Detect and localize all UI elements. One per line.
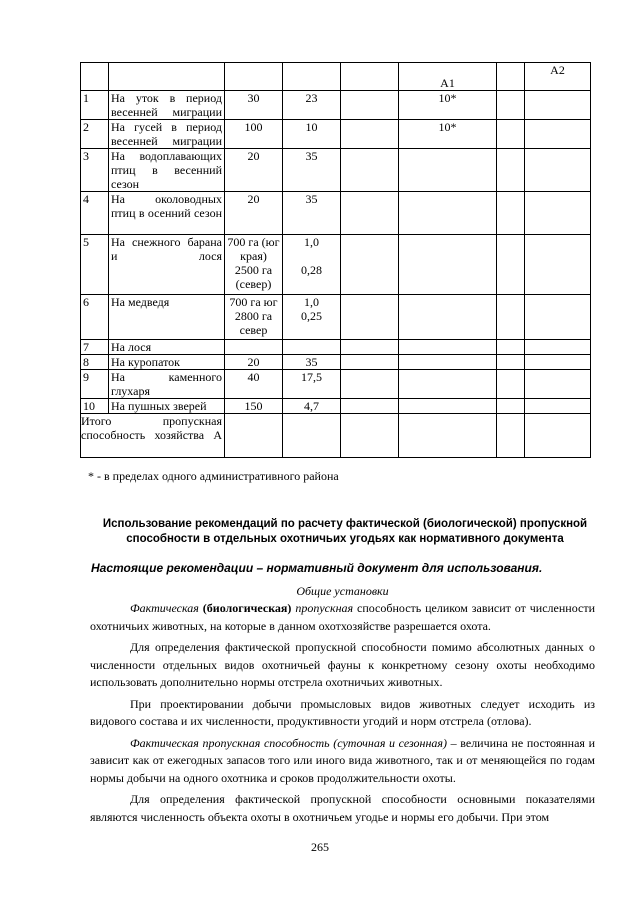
cell-v1: 100 <box>225 120 283 149</box>
cell-v2: 4,7 <box>283 399 341 414</box>
cell-empty <box>525 355 591 370</box>
header-cell <box>225 63 283 91</box>
table-row <box>81 370 591 399</box>
cell-v2: 35 <box>283 355 341 370</box>
cell-v1-south: 700 га юг <box>229 295 278 309</box>
row-name: На снежного барана и лося <box>109 235 225 295</box>
cell-empty <box>399 355 497 370</box>
cell-v4: 10* <box>399 91 497 120</box>
row-number: 1 <box>81 91 109 120</box>
header-a2: A2 <box>525 63 591 91</box>
table-row <box>81 295 591 340</box>
table-row <box>81 399 591 414</box>
paragraph <box>90 735 595 788</box>
cell-empty <box>341 120 399 149</box>
total-label: Итого пропускная способность хозяйства А <box>81 414 225 458</box>
row-name: На околоводных птиц в осенний сезон <box>109 192 225 235</box>
capacity-table <box>80 62 591 458</box>
cell-empty <box>525 149 591 192</box>
cell-empty <box>341 399 399 414</box>
cell-empty <box>525 399 591 414</box>
cell-empty <box>341 235 399 295</box>
cell-v1: 20 <box>225 192 283 235</box>
paragraph: При проектировании добычи промысловых видов животных следует исходить из видового состава и их численности, продуктивности угодий и норм отстрела (отлова). <box>90 696 595 728</box>
row-name: На гусей в период весенней миграции <box>109 120 225 149</box>
cell-v1: 150 <box>225 399 283 414</box>
cell-empty <box>399 340 497 355</box>
cell-v2 <box>283 235 341 295</box>
cell-empty <box>497 149 525 192</box>
row-name: На медведя <box>109 295 225 340</box>
p4-italic: Фактическая пропускная способность (суточная и сезонная) <box>130 735 447 750</box>
row-number: 4 <box>81 192 109 235</box>
cell-empty <box>525 340 591 355</box>
cell-v1 <box>225 340 283 355</box>
p1-italic-a: Фактическая <box>130 601 199 615</box>
cell-empty <box>525 414 591 458</box>
row-number: 3 <box>81 149 109 192</box>
p1-italic-c: пропускная <box>295 601 354 615</box>
cell-v2-south: 1,0 <box>304 295 319 309</box>
cell-empty <box>341 295 399 340</box>
table-row <box>81 340 591 355</box>
cell-v4 <box>399 149 497 192</box>
cell-v2: 17,5 <box>283 370 341 399</box>
cell-empty <box>525 192 591 235</box>
cell-empty <box>497 414 525 458</box>
table-row <box>81 192 591 235</box>
cell-v2-south: 1,0 <box>304 235 319 249</box>
p1-bold: (биологическая) <box>202 601 292 615</box>
cell-empty <box>497 192 525 235</box>
cell-v1-north: 2800 га север <box>234 309 273 337</box>
cell-empty <box>341 355 399 370</box>
cell-v4 <box>399 192 497 235</box>
cell-empty <box>497 399 525 414</box>
cell-v1 <box>225 295 283 340</box>
header-cell <box>341 63 399 91</box>
p4-rest: – величина не постоянная и зависит как от ежегодных запасов того или иного вида животного, так и от меняющейся по годам нормы добычи на одного охотника и сроков продолжительности охоты. <box>90 735 595 785</box>
cell-empty <box>341 340 399 355</box>
cell-empty <box>225 414 283 458</box>
header-cell <box>109 63 225 91</box>
cell-empty <box>341 414 399 458</box>
row-name: На куропаток <box>109 355 225 370</box>
row-number: 2 <box>81 120 109 149</box>
cell-v2: 35 <box>283 149 341 192</box>
header-cell <box>81 63 109 91</box>
row-number: 6 <box>81 295 109 340</box>
table-row <box>81 355 591 370</box>
cell-v4: 10* <box>399 120 497 149</box>
cell-v2: 10 <box>283 120 341 149</box>
row-name: На пушных зверей <box>109 399 225 414</box>
cell-v1: 40 <box>225 370 283 399</box>
cell-v2-north: 0,28 <box>301 263 322 277</box>
cell-empty <box>497 91 525 120</box>
cell-empty <box>341 370 399 399</box>
paragraph: Для определения фактической пропускной способности основными показателями являются численность объекта охоты в охотничьем угодье и нормы его добычи. При этом <box>90 792 595 824</box>
cell-empty <box>341 91 399 120</box>
cell-empty <box>497 370 525 399</box>
row-name: На уток в период весенней миграции <box>109 91 225 120</box>
cell-empty <box>341 192 399 235</box>
cell-empty <box>525 235 591 295</box>
cell-v2 <box>283 295 341 340</box>
cell-empty <box>497 235 525 295</box>
cell-empty <box>525 120 591 149</box>
row-name: На лося <box>109 340 225 355</box>
cell-empty <box>399 399 497 414</box>
cell-v1-north: 2500 га (север) <box>234 263 273 291</box>
row-number: 9 <box>81 370 109 399</box>
table-footnote: * - в пределах одного административного района <box>88 469 339 483</box>
table-row <box>81 120 591 149</box>
section-title: Использование рекомендаций по расчету фактической (биологической) пропускной способности в отдельных охотничьих угодьях как нормативного документа <box>102 518 588 545</box>
row-number: 5 <box>81 235 109 295</box>
table-row <box>81 91 591 120</box>
cell-empty <box>399 295 497 340</box>
row-number: 8 <box>81 355 109 370</box>
row-number: 10 <box>81 399 109 414</box>
cell-empty <box>399 235 497 295</box>
header-cell <box>497 63 525 91</box>
cell-v1: 20 <box>225 149 283 192</box>
cell-empty <box>497 295 525 340</box>
cell-empty <box>497 120 525 149</box>
header-a1: A1 <box>399 63 497 91</box>
subheading: Общие установки <box>296 584 389 598</box>
paragraph <box>90 600 595 635</box>
lead-line: Настоящие рекомендации – нормативный документ для использования. <box>91 561 543 575</box>
cell-v1: 20 <box>225 355 283 370</box>
cell-v2-north: 0,25 <box>301 309 322 323</box>
row-name: На каменного глухаря <box>109 370 225 399</box>
header-cell <box>283 63 341 91</box>
cell-v2: 23 <box>283 91 341 120</box>
body-text <box>90 600 595 826</box>
table-total-row <box>81 414 591 458</box>
p1-rest: способность целиком зависит от численности охотничьих животных, на которые в данном охотхозяйстве разрешается охота. <box>90 601 596 633</box>
cell-empty <box>341 149 399 192</box>
cell-v1: 30 <box>225 91 283 120</box>
cell-empty <box>497 355 525 370</box>
row-name: На водоплавающих птиц в весенний сезон <box>109 149 225 192</box>
cell-empty <box>399 414 497 458</box>
cell-v1-south: 700 га (юг края) <box>227 235 280 263</box>
cell-empty <box>283 414 341 458</box>
row-number: 7 <box>81 340 109 355</box>
cell-empty <box>525 295 591 340</box>
page-number: 265 <box>311 840 329 854</box>
table-row <box>81 235 591 295</box>
cell-empty <box>525 370 591 399</box>
paragraph: Для определения фактической пропускной способности помимо абсолютных данных о численности отдельных видов охотничьей фауны к конкретному сезону охоты необходимо использовать дополнительно нормы отстрела охотничьих животных. <box>90 640 595 689</box>
table-row <box>81 149 591 192</box>
cell-v2: 35 <box>283 192 341 235</box>
cell-empty <box>497 340 525 355</box>
table-header-row <box>81 63 591 91</box>
cell-empty <box>399 370 497 399</box>
cell-v1 <box>225 235 283 295</box>
cell-v2 <box>283 340 341 355</box>
cell-empty <box>525 91 591 120</box>
